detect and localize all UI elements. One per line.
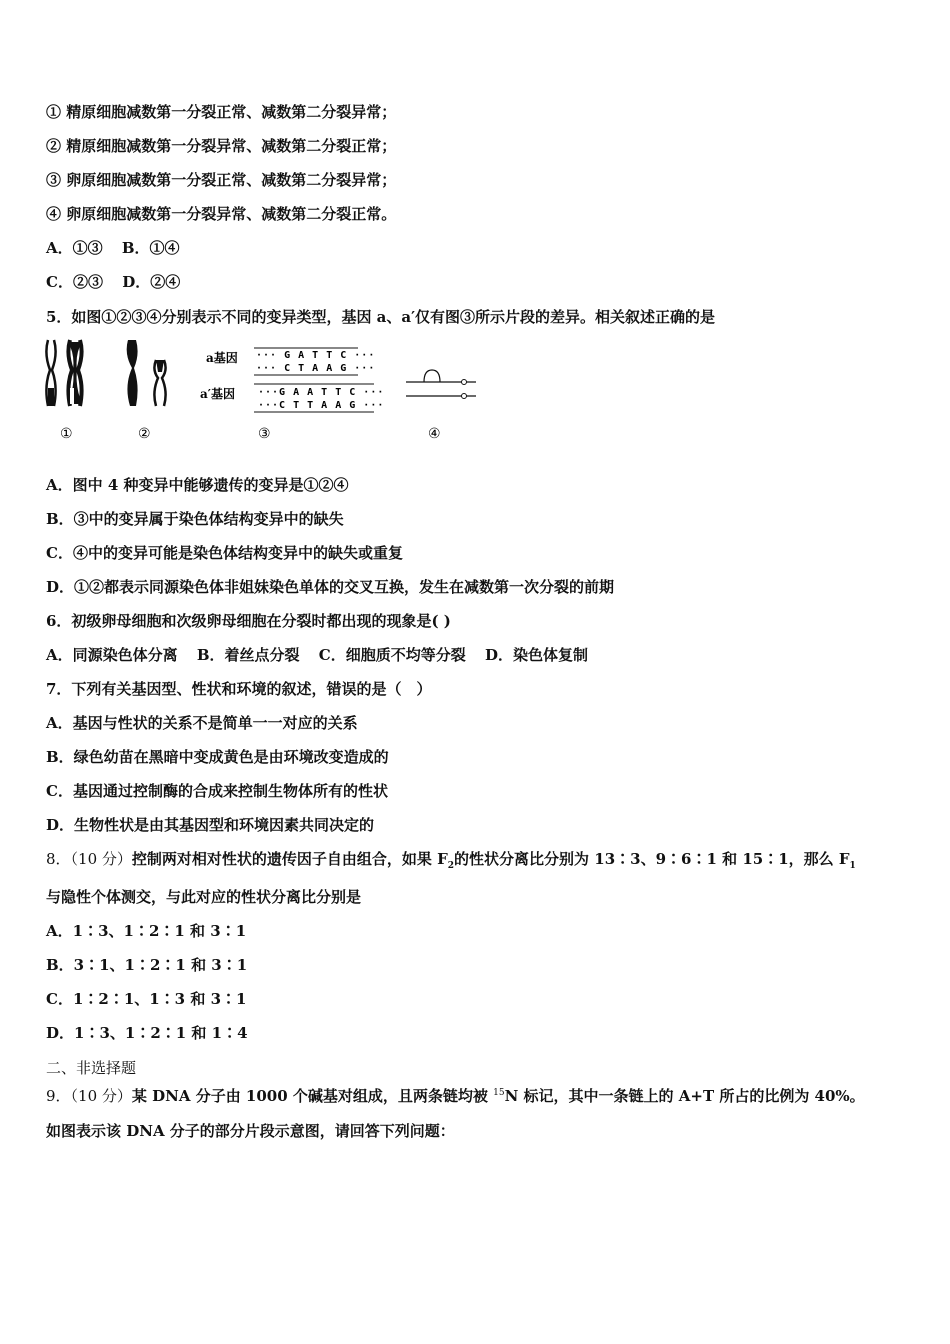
q5-option-c: C．④中的变异可能是染色体结构变异中的缺失或重复 (46, 544, 403, 562)
q8-option-d: D．1∶3、1∶2∶1 和 1∶4 (46, 1024, 248, 1042)
q5-stem: 5．如图①②③④分别表示不同的变异类型，基因 a、a′仅有图③所示片段的差异。相关叙述正确的是 (46, 308, 716, 326)
q4-option-d: D．②④ (122, 273, 181, 291)
chromosome-pair-2-icon (127, 340, 166, 406)
q5-option-b: B．③中的变异属于染色体结构变异中的缺失 (46, 510, 344, 528)
q7-stem: 7．下列有关基因型、性状和环境的叙述，错误的是（ ） (46, 680, 432, 698)
q7-option-d: D．生物性状是由其基因型和环境因素共同决定的 (46, 816, 375, 834)
chromosome-loop-icon (406, 370, 476, 399)
q4-options-row-1 (46, 238, 194, 258)
fig-label-1: ① (60, 426, 73, 442)
q8-sub-b: 1 (849, 861, 856, 871)
gene-sequence-diagram (200, 348, 384, 412)
q4-options-row-2 (46, 272, 194, 292)
q5-option-d: D．①②都表示同源染色体非姐妹染色单体的交叉互换，发生在减数第一次分裂的前期 (46, 578, 615, 596)
seq-a-prime-bottom: ···C T T A A G ··· (258, 400, 385, 411)
q8-stem-line2: 与隐性个体测交，与此对应的性状分离比分别是 (46, 888, 362, 906)
q6-option-b: B．着丝点分裂 (196, 646, 300, 664)
q9-score: （10 分） (70, 1087, 132, 1105)
q8-stem-part-b: 的性状分离比分别为 13∶3、9∶6∶1 和 15∶1，那么 F (454, 850, 850, 868)
seq-a-bottom: ··· C T A A G ··· (256, 363, 376, 374)
q8-sub-a: 2 (447, 861, 455, 871)
q9-stem-part-a: 某 DNA 分子由 1000 个碱基对组成，且两条链均被 (131, 1087, 494, 1105)
q6-stem: 6．初级卵母细胞和次级卵母细胞在分裂时都出现的现象是( ) (46, 612, 451, 630)
fig-label-3: ③ (258, 426, 271, 442)
fig-label-4: ④ (428, 426, 441, 442)
q9-sup: 15 (493, 1088, 505, 1098)
q4-item-4: ④ 卵原细胞减数第一分裂异常、减数第二分裂正常。 (46, 205, 397, 223)
q5-option-a: A．图中 4 种变异中能够遗传的变异是①②④ (46, 476, 349, 494)
chromosome-pair-1-icon (46, 340, 82, 406)
q8-stem (46, 849, 856, 876)
gene-a-prime-label: a′基因 (200, 387, 235, 401)
section-heading: 二、非选择题 (46, 1059, 137, 1077)
q6-option-c: C．细胞质不均等分裂 (318, 646, 466, 664)
q6-option-a: A．同源染色体分离 (46, 646, 178, 664)
fig-label-2: ② (138, 426, 151, 442)
q4-option-b: B．①④ (121, 239, 180, 257)
q4-option-c: C．②③ (46, 273, 103, 291)
q9-number: 9． (46, 1087, 71, 1105)
q7-option-c: C．基因通过控制酶的合成来控制生物体所有的性状 (46, 782, 388, 800)
q8-score: （10 分） (70, 850, 132, 868)
gene-a-label: a基因 (206, 351, 238, 365)
q4-option-a: A．①③ (46, 239, 103, 257)
q8-stem-part-a: 控制两对相对性状的遗传因子自由组合，如果 F (131, 850, 448, 868)
q6-options-row (46, 645, 602, 665)
q9-stem (46, 1083, 865, 1106)
q8-option-a: A．1∶3、1∶2∶1 和 3∶1 (46, 922, 247, 940)
q6-option-d: D．染色体复制 (484, 646, 588, 664)
q8-option-b: B．3∶1、1∶2∶1 和 3∶1 (46, 956, 248, 974)
q4-item-2: ② 精原细胞减数第一分裂异常、减数第二分裂正常； (46, 137, 397, 155)
q8-option-c: C．1∶2∶1、1∶3 和 3∶1 (46, 990, 247, 1008)
q5-figure (40, 334, 500, 450)
q8-number: 8． (46, 850, 71, 868)
q4-item-3: ③ 卵原细胞减数第一分裂正常、减数第二分裂异常； (46, 171, 397, 189)
seq-a-top: ··· G A T T C ··· (256, 350, 376, 361)
q7-option-b: B．绿色幼苗在黑暗中变成黄色是由环境改变造成的 (46, 748, 389, 766)
q7-option-a: A．基因与性状的关系不是简单一一对应的关系 (46, 714, 358, 732)
q4-item-1: ① 精原细胞减数第一分裂正常、减数第二分裂异常； (46, 103, 397, 121)
q9-stem-line2: 如图表示该 DNA 分子的部分片段示意图，请回答下列问题： (46, 1122, 455, 1140)
seq-a-prime-top: ···G A A T T C ··· (258, 387, 385, 398)
q9-stem-part-b: N 标记，其中一条链上的 A+T 所占的比例为 40%。 (504, 1087, 865, 1105)
